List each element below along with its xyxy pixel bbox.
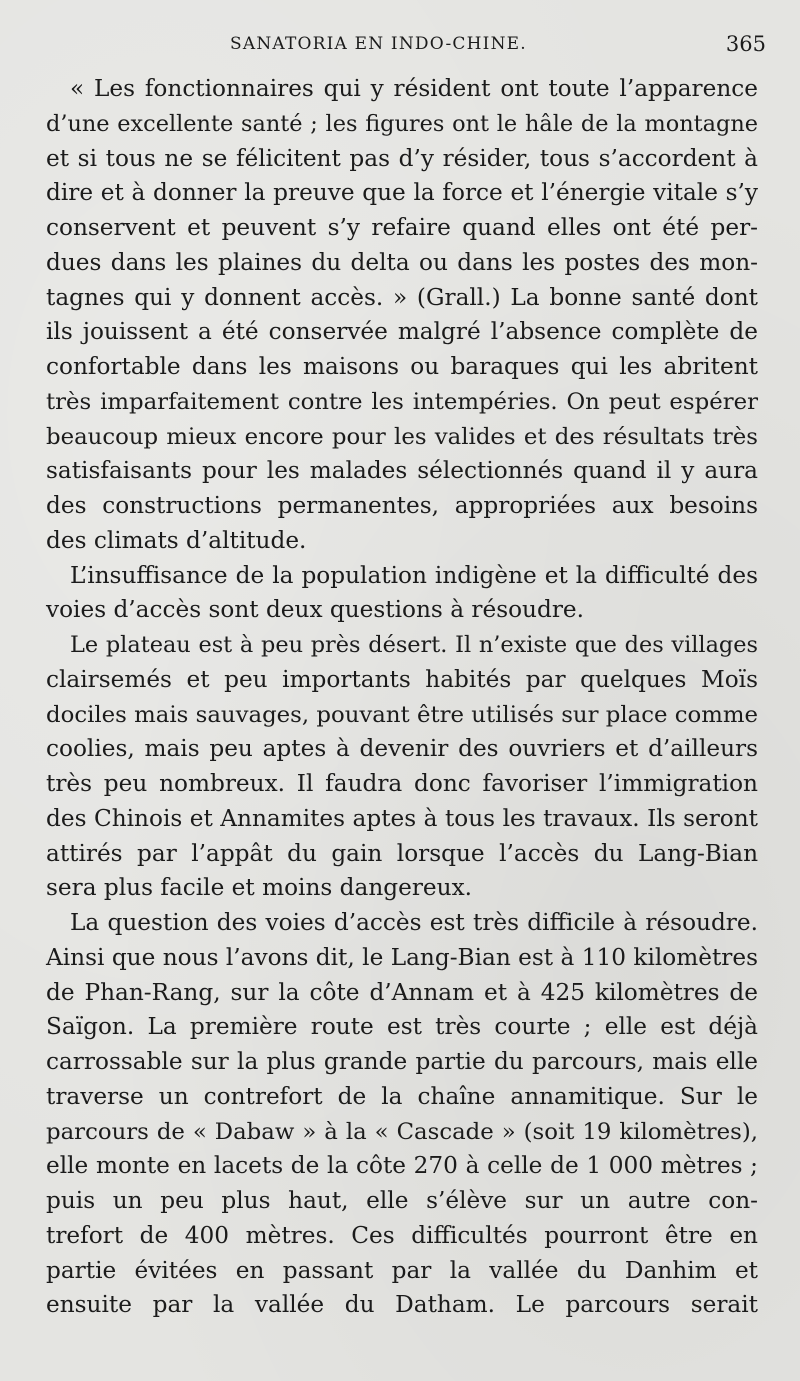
- running-title: SANATORIA EN INDO-CHINE.: [230, 34, 527, 54]
- text-line: partie évitées en passant par la vallée du Danhim et: [46, 1256, 758, 1284]
- text-line: clairsemés et peu importants habités par quelques Moïs: [46, 665, 758, 693]
- text-line: puis un peu plus haut, elle s’élève sur un autre con-: [46, 1187, 758, 1214]
- text-line: « Les fonctionnaires qui y résident ont toute l’apparence: [70, 75, 758, 102]
- body-text: [46, 72, 758, 1323]
- text-line: voies d’accès sont deux questions à résoudre.: [46, 596, 585, 624]
- text-line: et si tous ne se félicitent pas d’y résider, tous s’accordent à: [46, 144, 758, 172]
- text-line: La question des voies d’accès est très difficile à résoudre.: [70, 909, 758, 936]
- text-line: de Phan-Rang, sur la côte d’Annam et à 425 kilomètres de: [46, 978, 758, 1006]
- text-line: confortable dans les maisons ou baraques qui les abritent: [46, 353, 758, 380]
- text-line: Ainsi que nous l’avons dit, le Lang-Bian est à 110 kilomètres: [46, 943, 758, 971]
- text-line: d’une excellente santé ; les figures ont le hâle de la montagne: [46, 110, 758, 137]
- text-line: sera plus facile et moins dangereux.: [46, 874, 473, 902]
- text-line: très peu nombreux. Il faudra donc favoriser l’immigration: [46, 770, 758, 797]
- text-line: ensuite par la vallée du Datham. Le parcours serait: [46, 1291, 758, 1319]
- text-line: conservent et peuvent s’y refaire quand elles ont été per-: [46, 214, 758, 241]
- text-line: trefort de 400 mètres. Ces difficultés pourront être en: [46, 1221, 758, 1249]
- text-line: parcours de « Dabaw » à la « Cascade » (soit 19 kilomètres),: [46, 1118, 758, 1145]
- text-line: carrossable sur la plus grande partie du parcours, mais elle: [46, 1048, 758, 1075]
- text-line: ils jouissent a été conservée malgré l’absence complète de: [46, 318, 758, 346]
- text-line: satisfaisants pour les malades sélectionnés quand il y aura: [46, 457, 758, 485]
- text-line: Saïgon. La première route est très courte ; elle est déjà: [46, 1013, 758, 1041]
- text-line: des Chinois et Annamites aptes à tous les travaux. Ils seront: [46, 804, 758, 832]
- text-line: tagnes qui y donnent accès. » (Grall.) La bonne santé dont: [46, 283, 758, 311]
- text-line: beaucoup mieux encore pour les valides et des résultats très: [46, 423, 758, 450]
- text-line: des climats d’altitude.: [46, 526, 307, 554]
- text-line: dire et à donner la preuve que la force et l’énergie vitale s’y: [46, 179, 758, 207]
- text-line: attirés par l’appât du gain lorsque l’accès du Lang-Bian: [46, 839, 758, 867]
- running-head: [0, 34, 800, 64]
- text-line: dues dans les plaines du delta ou dans les postes des mon-: [46, 248, 758, 276]
- page-number: 365: [725, 32, 766, 56]
- text-line: L’insuffisance de la population indigène et la difficulté des: [70, 561, 758, 589]
- text-line: traverse un contrefort de la chaîne annamitique. Sur le: [46, 1082, 758, 1110]
- text-line: dociles mais sauvages, pouvant être utilisés sur place comme: [46, 701, 758, 728]
- text-line: Le plateau est à peu près désert. Il n’existe que des villages: [70, 632, 758, 658]
- text-line: des constructions permanentes, appropriées aux besoins: [46, 492, 758, 519]
- text-line: coolies, mais peu aptes à devenir des ouvriers et d’ailleurs: [46, 735, 758, 763]
- text-line: elle monte en lacets de la côte 270 à celle de 1 000 mètres ;: [46, 1152, 758, 1180]
- text-line: très imparfaitement contre les intempéries. On peut espérer: [46, 388, 758, 415]
